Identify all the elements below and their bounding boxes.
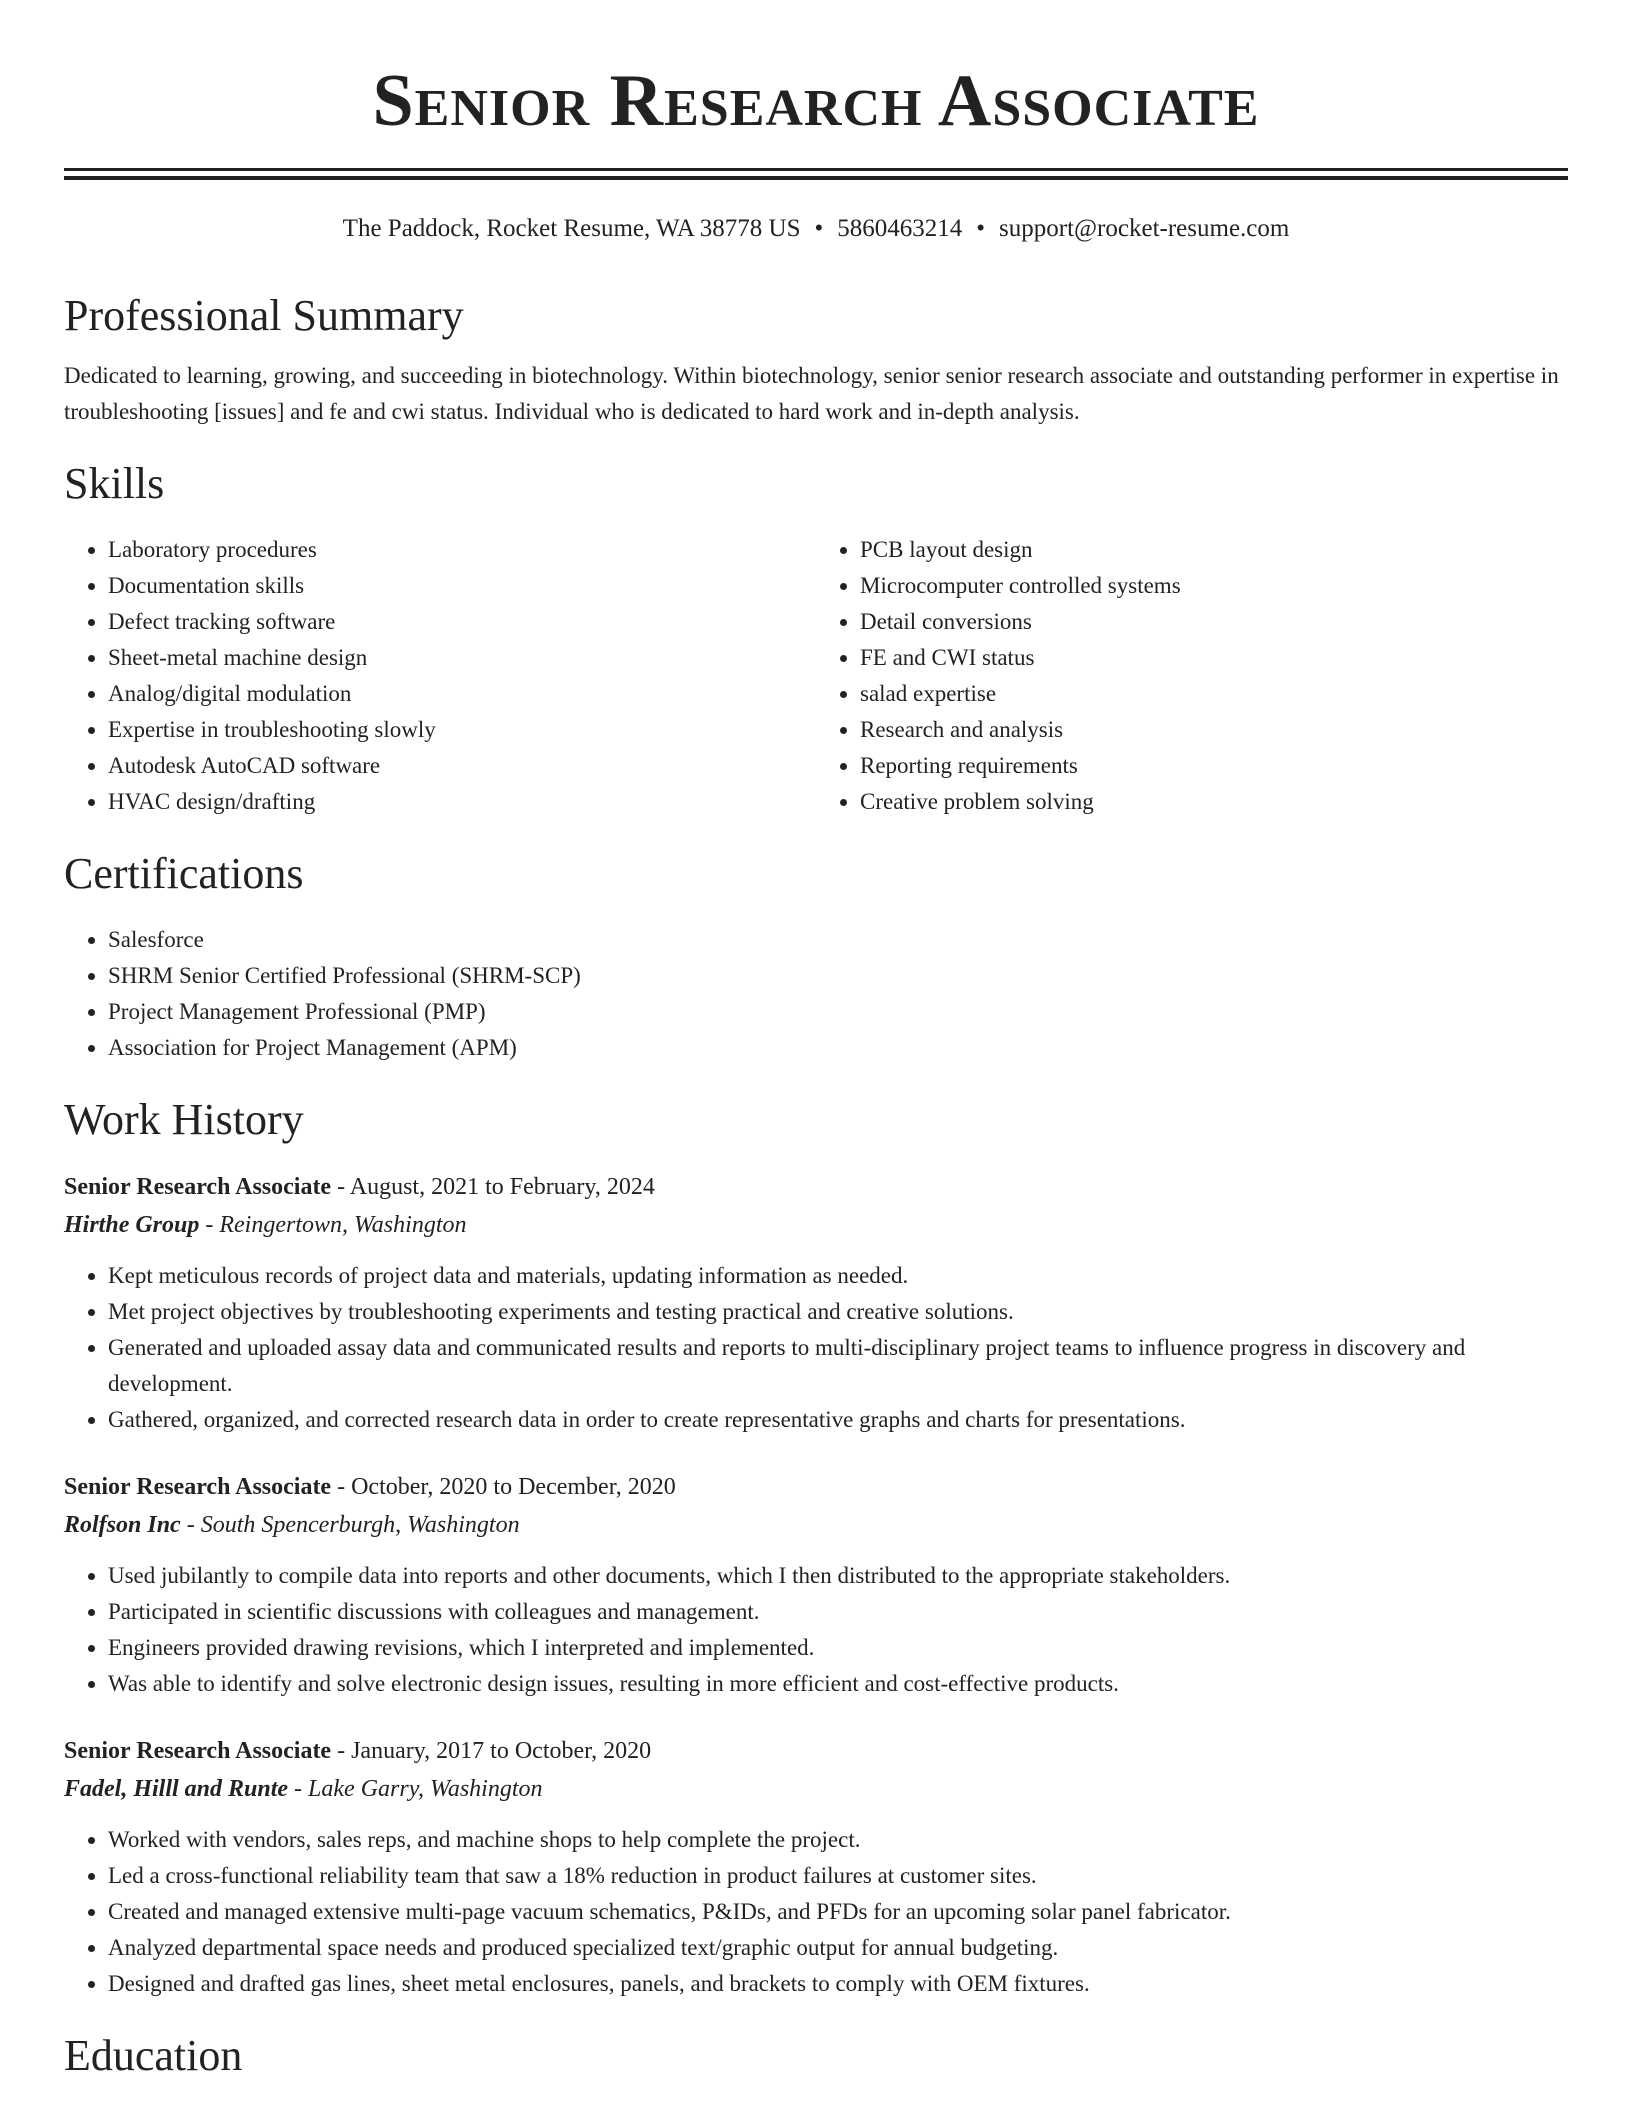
job-location: - South Spencerburgh, Washington bbox=[180, 1512, 520, 1538]
skills-columns bbox=[64, 532, 1568, 820]
contact-separator: • bbox=[976, 215, 986, 242]
job-bullets bbox=[64, 1558, 1568, 1702]
certification-item: • Project Management Professional (PMP) bbox=[108, 994, 1568, 1030]
certification-item: • Salesforce bbox=[108, 922, 1568, 958]
job-bullet: • Led a cross-functional reliability team that saw a 18% reduction in product failures at customer sites. bbox=[108, 1858, 1568, 1894]
job-dates: - October, 2020 to December, 2020 bbox=[331, 1474, 676, 1500]
summary-text: Dedicated to learning, growing, and succeeding in biotechnology. Within biotechnology, senior senior research associate and outstanding performer in expertise in troubleshooting [issues] and fe and cwi status. Individual who is dedicated to hard work and in-depth analysis. bbox=[64, 363, 1559, 424]
certifications-list bbox=[64, 922, 1568, 1066]
skill-item: • PCB layout design bbox=[860, 532, 1568, 568]
job-entry bbox=[64, 1468, 1568, 1702]
job-bullet: • Analyzed departmental space needs and produced specialized text/graphic output for annual budgeting. bbox=[108, 1930, 1568, 1966]
job-company-line bbox=[64, 1206, 1568, 1244]
skill-item: • Laboratory procedures bbox=[108, 532, 816, 568]
job-dates: - August, 2021 to February, 2024 bbox=[331, 1174, 655, 1200]
skill-item: • Reporting requirements bbox=[860, 748, 1568, 784]
job-bullet: • Kept meticulous records of project data and materials, updating information as needed. bbox=[108, 1258, 1568, 1294]
job-bullet: • Designed and drafted gas lines, sheet metal enclosures, panels, and brackets to comply with OEM fixtures. bbox=[108, 1966, 1568, 2002]
skill-item: • Research and analysis bbox=[860, 712, 1568, 748]
job-title-line bbox=[64, 1468, 1568, 1506]
skill-item: • salad expertise bbox=[860, 676, 1568, 712]
job-location: - Reingertown, Washington bbox=[199, 1212, 467, 1238]
job-company: Fadel, Hilll and Runte bbox=[64, 1776, 289, 1802]
job-bullet: • Engineers provided drawing revisions, which I interpreted and implemented. bbox=[108, 1630, 1568, 1666]
job-bullet: • Met project objectives by troubleshooting experiments and testing practical and creative solutions. bbox=[108, 1294, 1568, 1330]
job-bullet: • Gathered, organized, and corrected research data in order to create representative graphs and charts for presentations. bbox=[108, 1402, 1568, 1438]
skill-item: • Defect tracking software bbox=[108, 604, 816, 640]
skills-left-list bbox=[64, 532, 816, 820]
job-bullet: • Worked with vendors, sales reps, and machine shops to help complete the project. bbox=[108, 1822, 1568, 1858]
job-title: Senior Research Associate bbox=[64, 1174, 332, 1200]
job-company-line bbox=[64, 1770, 1568, 1808]
contact-separator: • bbox=[814, 215, 824, 242]
contact-address: The Paddock, Rocket Resume, WA 38778 US bbox=[342, 215, 801, 242]
job-entry bbox=[64, 1732, 1568, 2002]
skill-item: • Sheet-metal machine design bbox=[108, 640, 816, 676]
job-bullet: • Used jubilantly to compile data into reports and other documents, which I then distributed to the appropriate stakeholders. bbox=[108, 1558, 1568, 1594]
skill-item: • HVAC design/drafting bbox=[108, 784, 816, 820]
job-bullet: • Was able to identify and solve electronic design issues, resulting in more efficient and cost-effective products. bbox=[108, 1666, 1568, 1702]
job-company: Rolfson Inc bbox=[64, 1512, 181, 1538]
job-bullet: • Generated and uploaded assay data and communicated results and reports to multi-disciplinary project teams to influence progress in discovery and development. bbox=[108, 1330, 1568, 1402]
job-bullets bbox=[64, 1822, 1568, 2002]
certification-item: • Association for Project Management (APM) bbox=[108, 1030, 1568, 1066]
skill-item: • Detail conversions bbox=[860, 604, 1568, 640]
contact-email: support@rocket-resume.com bbox=[999, 215, 1290, 242]
job-company-line bbox=[64, 1506, 1568, 1544]
contact-line bbox=[64, 214, 1568, 244]
skill-item: • Autodesk AutoCAD software bbox=[108, 748, 816, 784]
job-title-line bbox=[64, 1168, 1568, 1206]
job-bullets bbox=[64, 1258, 1568, 1438]
skills-heading: Skills bbox=[64, 459, 165, 508]
skill-item: • FE and CWI status bbox=[860, 640, 1568, 676]
job-title: Senior Research Associate bbox=[64, 1474, 332, 1500]
certification-item: • SHRM Senior Certified Professional (SHRM-SCP) bbox=[108, 958, 1568, 994]
resume-name: Senior Research Associate bbox=[372, 60, 1260, 142]
job-title-line bbox=[64, 1732, 1568, 1770]
job-entry bbox=[64, 1168, 1568, 1438]
skill-item: • Creative problem solving bbox=[860, 784, 1568, 820]
job-dates: - January, 2017 to October, 2020 bbox=[331, 1738, 652, 1764]
job-title: Senior Research Associate bbox=[64, 1738, 332, 1764]
job-bullet: • Created and managed extensive multi-page vacuum schematics, P&IDs, and PFDs for an upcoming solar panel fabricator. bbox=[108, 1894, 1568, 1930]
resume-page bbox=[64, 0, 1568, 2084]
contact-phone: 5860463214 bbox=[837, 215, 963, 242]
skills-right-list bbox=[816, 532, 1568, 820]
job-location: - Lake Garry, Washington bbox=[288, 1776, 543, 1802]
skill-item: • Analog/digital modulation bbox=[108, 676, 816, 712]
summary-heading: Professional Summary bbox=[64, 291, 464, 340]
skill-item: • Expertise in troubleshooting slowly bbox=[108, 712, 816, 748]
skill-item: • Microcomputer controlled systems bbox=[860, 568, 1568, 604]
job-bullet: • Participated in scientific discussions with colleagues and management. bbox=[108, 1594, 1568, 1630]
header-divider bbox=[64, 168, 1568, 180]
work-history-heading: Work History bbox=[64, 1095, 304, 1144]
certifications-heading: Certifications bbox=[64, 849, 304, 898]
education-heading: Education bbox=[64, 2031, 243, 2080]
job-company: Hirthe Group bbox=[64, 1212, 200, 1238]
skill-item: • Documentation skills bbox=[108, 568, 816, 604]
